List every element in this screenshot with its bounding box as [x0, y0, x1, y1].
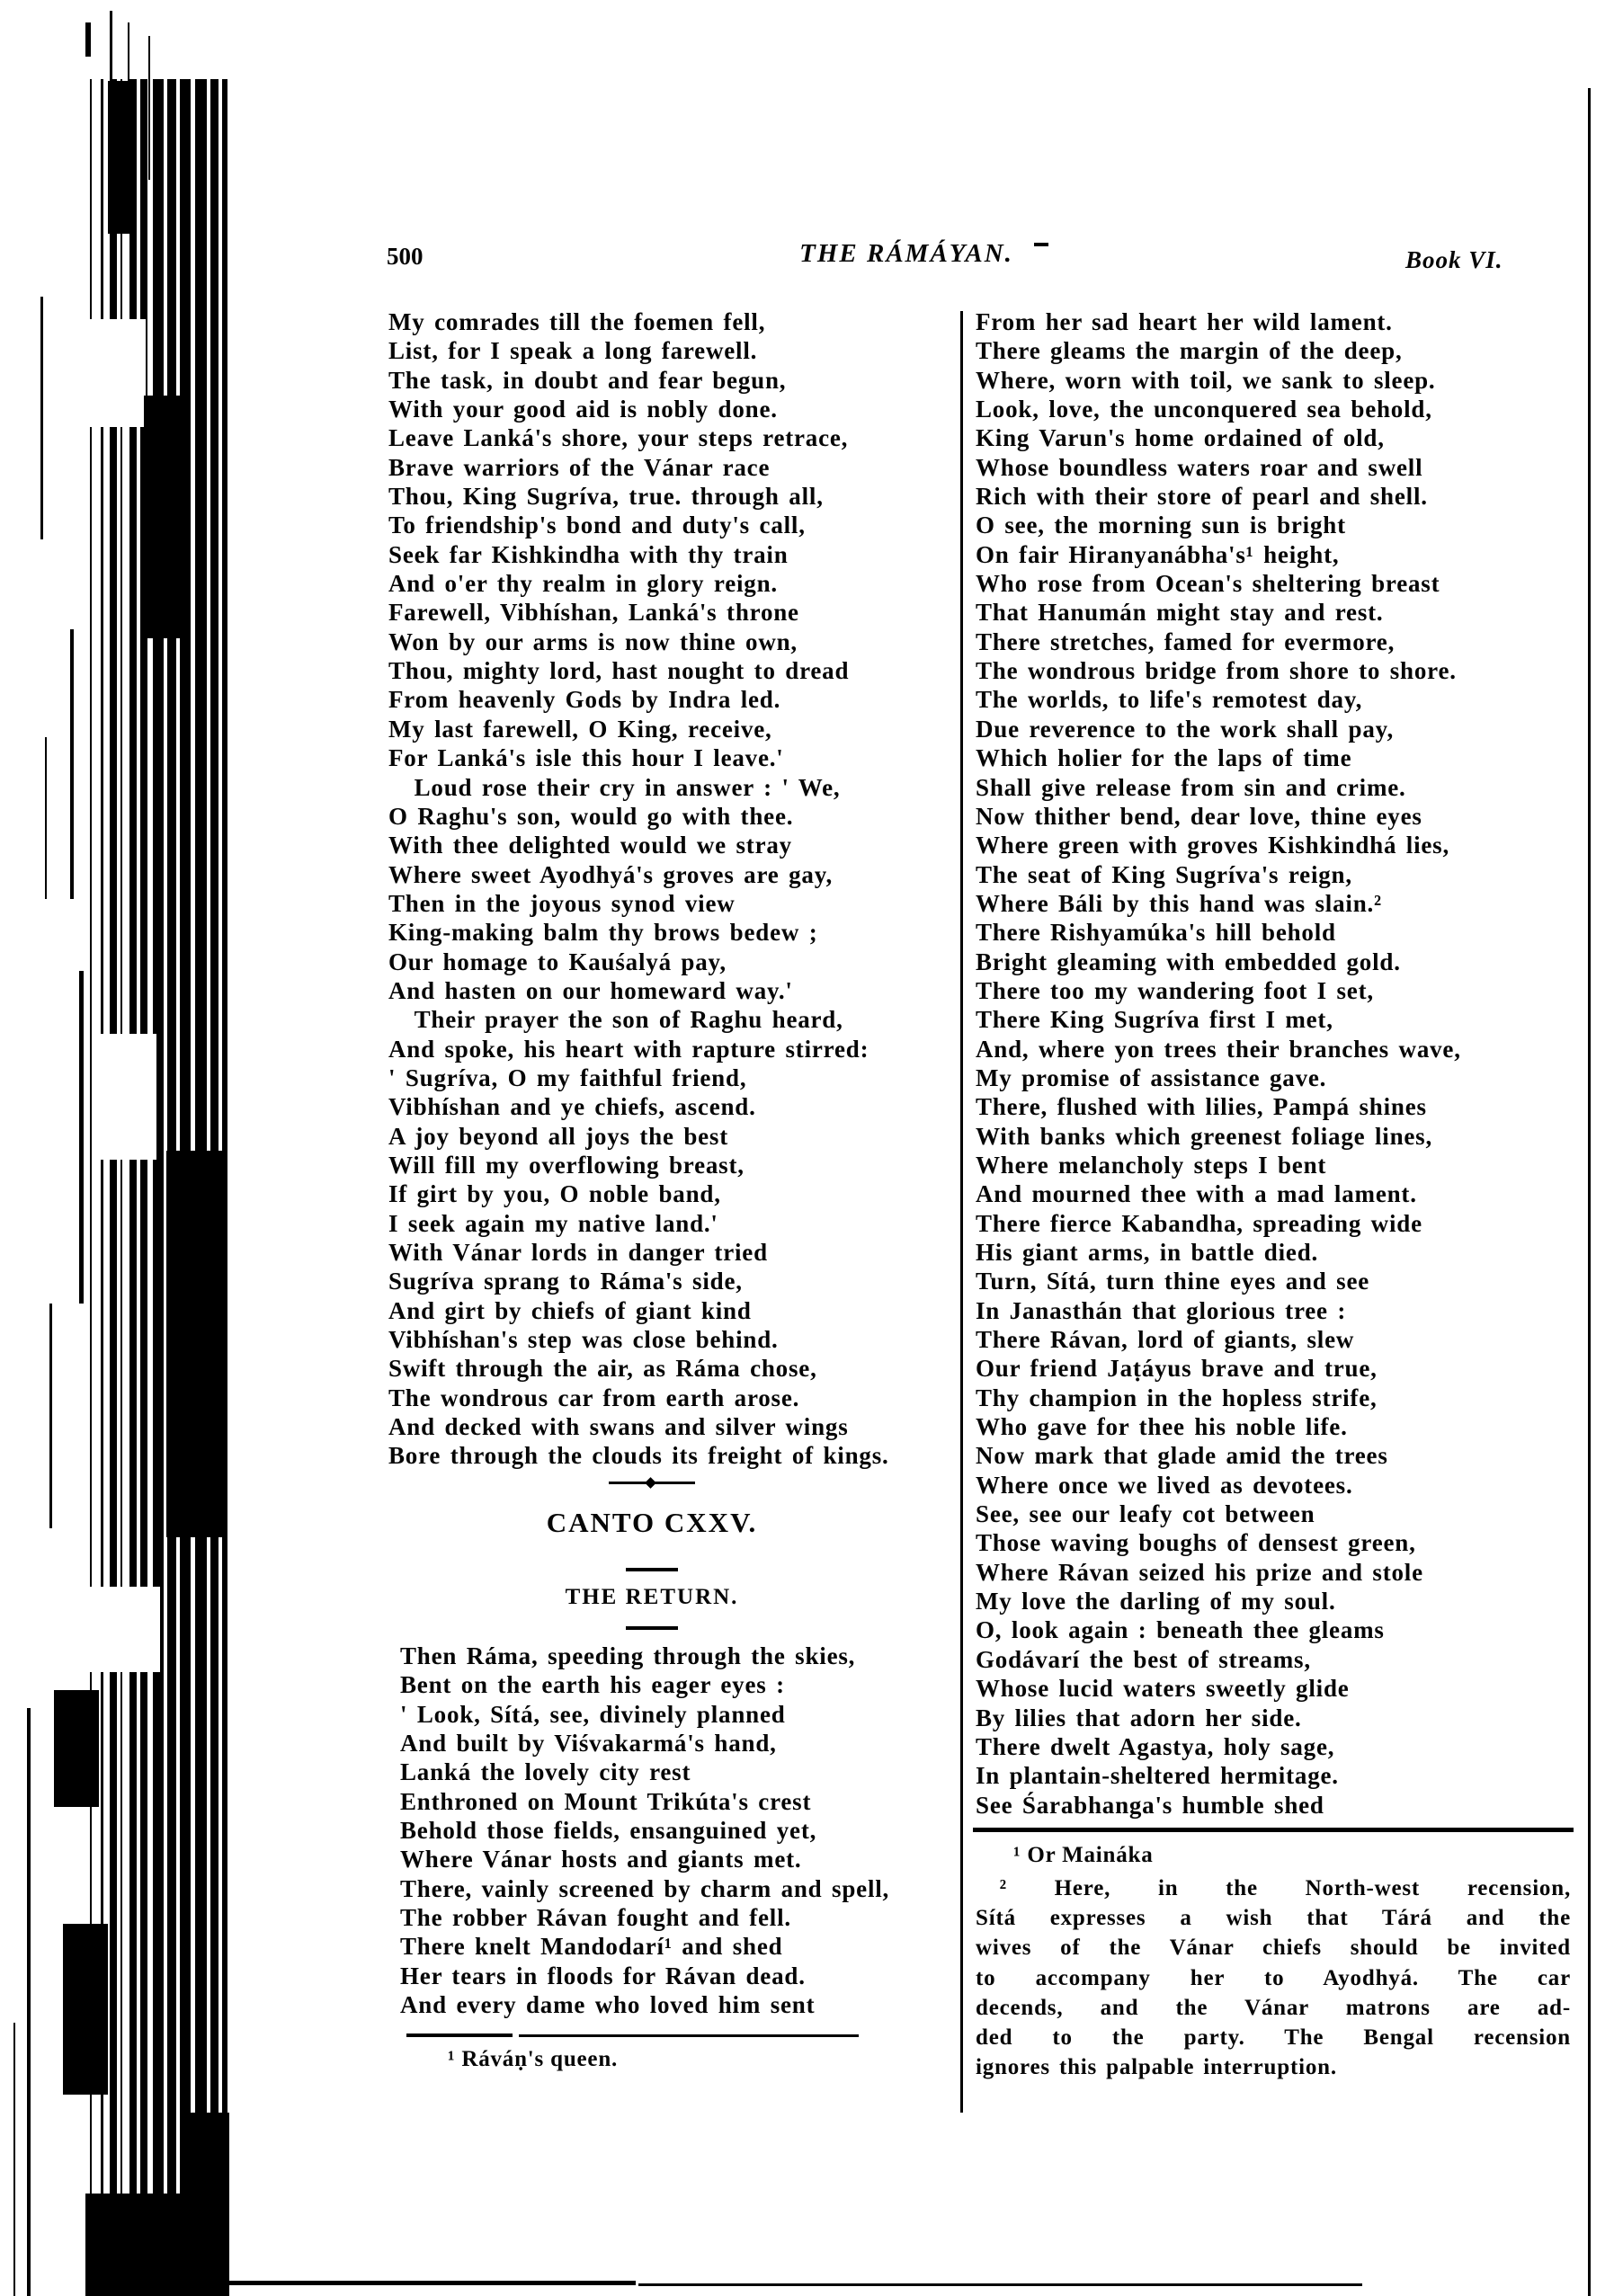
footnote-recension [976, 1873, 1571, 2082]
verse-line: Vibhíshan and ye chiefs, ascend. [388, 1093, 756, 1121]
running-title: THE RÁMÁYAN. [799, 239, 1013, 268]
footnote-line: ded to the party. The Bengal recension [976, 2025, 1571, 2051]
verse-line: Who gave for thee his noble life. [976, 1413, 1348, 1441]
verse-line: Where Vánar hosts and giants met. [400, 1846, 802, 1873]
verse-line: Now mark that glade amid the trees [976, 1442, 1388, 1470]
verse-line: The seat of King Sugríva's reign, [976, 860, 1352, 888]
footnote-line: wives of the Vánar chiefs should be invited [976, 1936, 1571, 1961]
verse-line: And hasten on our homeward way.' [388, 976, 793, 1004]
verse-line: Where once we lived as devotees. [976, 1471, 1353, 1499]
verse-line: That Hanumán might stay and rest. [976, 599, 1384, 627]
verse-line: And decked with swans and silver wings [388, 1413, 849, 1441]
verse-line: There dwelt Agastya, holy sage, [976, 1732, 1335, 1760]
verse-line: And o'er thy realm in glory reign. [388, 570, 778, 598]
verse-line: From heavenly Gods by Indra led. [388, 686, 781, 714]
verse-line: O Raghu's son, would go with thee. [388, 802, 794, 830]
scan-streak [40, 297, 43, 539]
verse-line: Godávarí the best of streams, [976, 1645, 1311, 1673]
verse-line: There King Sugríva first I met, [976, 1006, 1333, 1034]
verse-line: There too my wandering foot I set, [976, 976, 1374, 1004]
verse-line: Thou, mighty lord, hast nought to dread [388, 657, 850, 685]
verse-line: There Rávan, lord of giants, slew [976, 1326, 1355, 1354]
verse-line: Brave warriors of the Vánar race [388, 453, 771, 481]
verse-line: Which holier for the laps of time [976, 744, 1352, 772]
scan-streak [70, 629, 74, 899]
verse-line: Those waving boughs of densest green, [976, 1529, 1416, 1557]
verse-line: And built by Viśvakarmá's hand, [400, 1730, 777, 1758]
verse-line: In Janasthán that glorious tree : [976, 1296, 1347, 1324]
verse-line: In plantain-sheltered hermitage. [976, 1762, 1339, 1790]
verse-line: There stretches, famed for evermore, [976, 627, 1396, 655]
canto-rule [364, 1626, 940, 1630]
scan-ink-block [63, 1924, 108, 2095]
verse-line: Whose boundless waters roar and swell [976, 453, 1423, 481]
verse-line: Where, worn with toil, we sank to sleep. [976, 366, 1436, 394]
verse-line: Swift through the air, as Ráma chose, [388, 1355, 817, 1383]
footnote-ravans-queen: ¹ Ráváṇ's queen. [448, 2047, 619, 2071]
bottom-rule [210, 2281, 636, 2285]
verse-line: Then in the joyous synod view [388, 889, 736, 917]
scan-ink-block [144, 396, 184, 638]
verse-line: Behold those fields, ensanguined yet, [400, 1817, 817, 1845]
verse-line: Our homage to Kauśalyá pay, [388, 948, 727, 975]
verse-line: Turn, Sítá, turn thine eyes and see [976, 1268, 1370, 1295]
verse-line: King-making balm thy brows bedew ; [388, 919, 818, 947]
verse-line: Bent on the earth his eager eyes : [400, 1671, 785, 1699]
verse-line: Her tears in floods for Rávan dead. [400, 1962, 806, 1989]
verse-line: Vibhíshan's step was close behind. [388, 1326, 779, 1354]
footnote-line: ignores this palpable interruption. [976, 2055, 1337, 2080]
verse-line: Due reverence to the work shall pay, [976, 715, 1395, 743]
left-column [388, 307, 968, 1471]
verse-line: Now thither bend, dear love, thine eyes [976, 802, 1422, 830]
footnote-line: to accompany her to Ayodhyá. The car [976, 1965, 1571, 1990]
verse-line: There, flushed with lilies, Pampá shines [976, 1093, 1427, 1121]
verse-line: There knelt Mandodarí¹ and shed [400, 1933, 783, 1961]
scan-white-gap [90, 1587, 160, 1672]
book-label: Book VI. [1405, 246, 1503, 273]
scan-white-gap [90, 319, 146, 427]
verse-line: Won by our arms is now thine own, [388, 627, 798, 655]
canto-rule [364, 1568, 940, 1571]
scan-streak [49, 1304, 52, 1528]
verse-line: And every dame who loved him sent [400, 1991, 816, 2019]
verse-line: And, where yon trees their branches wave, [976, 1035, 1461, 1063]
verse-line: Shall give release from sin and crime. [976, 773, 1406, 801]
verse-line: Their prayer the son of Raghu heard, [388, 1006, 843, 1034]
section-divider [364, 1482, 940, 1484]
verse-line: My comrades till the foemen fell, [388, 308, 766, 335]
scan-streak [13, 2023, 15, 2296]
scan-mark [148, 36, 150, 180]
footnote-mainaka: ¹ Or Maináka [1013, 1843, 1154, 1867]
verse-line: I seek again my native land.' [388, 1209, 718, 1237]
verse-line: On fair Hiranyanábha's¹ height, [976, 540, 1340, 568]
verse-line: Rich with their store of pearl and shell. [976, 483, 1428, 511]
verse-line: My last farewell, O King, receive, [388, 715, 772, 743]
verse-line: By lilies that adorn her side. [976, 1704, 1302, 1731]
scan-ink-block [54, 1690, 99, 1807]
scan-streak [45, 737, 47, 899]
scan-ink-block [85, 2194, 229, 2296]
bottom-rule [638, 2283, 1362, 2286]
verse-line: Enthroned on Mount Trikúta's crest [400, 1787, 812, 1815]
scan-streak [27, 1708, 31, 2296]
verse-line: There, vainly screened by charm and spell, [400, 1874, 890, 1902]
scan-streak [79, 971, 84, 1304]
verse-line: Where sweet Ayodhyá's groves are gay, [388, 860, 834, 888]
verse-line: Thou, King Sugríva, true. through all, [388, 483, 824, 511]
verse-line: The robber Rávan fought and fell. [400, 1904, 791, 1932]
verse-line: Where Rávan seized his prize and stole [976, 1558, 1423, 1586]
verse-line: If girt by you, O noble band, [388, 1180, 721, 1208]
verse-line: To friendship's bond and duty's call, [388, 512, 806, 539]
verse-line: A joy beyond all joys the best [388, 1122, 729, 1150]
verse-line: Lanká the lovely city rest [400, 1758, 691, 1786]
scan-ink-block [108, 81, 135, 234]
verse-line: There fierce Kabandha, spreading wide [976, 1209, 1422, 1237]
verse-line: Where melancholy steps I bent [976, 1151, 1327, 1179]
verse-line: The task, in doubt and fear begun, [388, 366, 787, 394]
verse-line: Where green with groves Kishkindhá lies, [976, 832, 1450, 859]
verse-line: Farewell, Vibhíshan, Lanká's throne [388, 599, 799, 627]
verse-line: Whose lucid waters sweetly glide [976, 1675, 1350, 1703]
scan-white-gap [94, 1034, 156, 1160]
verse-line: With your good aid is nobly done. [388, 396, 778, 423]
verse-line: O see, the morning sun is bright [976, 512, 1346, 539]
verse-line: The wondrous bridge from shore to shore. [976, 657, 1457, 685]
verse-line: See Śarabhanga's humble shed [976, 1791, 1324, 1819]
footnote-rule [973, 1828, 1574, 1832]
verse-line: From her sad heart her wild lament. [976, 308, 1393, 335]
verse-line: Thy champion in the hopless strife, [976, 1384, 1378, 1411]
verse-line: And mourned thee with a mad lament. [976, 1180, 1417, 1208]
page-number: 500 [387, 243, 424, 270]
verse-line: Sugríva sprang to Ráma's side, [388, 1268, 743, 1295]
verse-line: Who rose from Ocean's sheltering breast [976, 570, 1440, 598]
verse-line: Loud rose their cry in answer : ' We, [388, 773, 841, 801]
verse-line: My promise of assistance gave. [976, 1063, 1327, 1091]
canto-heading: CANTO CXXV. [546, 1507, 758, 1538]
verse-line: Bore through the clouds its freight of kings. [388, 1442, 889, 1470]
verse-line: List, for I speak a long farewell. [388, 337, 758, 365]
verse-line: There Rishyamúka's hill behold [976, 919, 1336, 947]
verse-line: And spoke, his heart with rapture stirred: [388, 1035, 869, 1063]
footnote-rule [519, 2034, 859, 2037]
verse-line: Where Báli by this hand was slain.² [976, 889, 1382, 917]
verse-line: With thee delighted would we stray [388, 832, 792, 859]
canto-subtitle: THE RETURN. [565, 1585, 739, 1609]
scan-ink-block [166, 1151, 226, 1537]
verse-line: Leave Lanká's shore, your steps retrace, [388, 424, 849, 452]
footnote-line: Sítá expresses a wish that Tárá and the [976, 1906, 1571, 1931]
verse-line: Our friend Jaṭáyus brave and true, [976, 1355, 1378, 1383]
canto-verse [400, 1642, 976, 2019]
footnote-rule [406, 2033, 513, 2037]
scan-mark [128, 22, 129, 108]
verse-line: O, look again : beneath thee gleams [976, 1616, 1385, 1644]
verse-line: See, see our leafy cot between [976, 1500, 1315, 1528]
scan-mark [110, 11, 112, 83]
verse-line: Then Ráma, speeding through the skies, [400, 1642, 856, 1669]
verse-line: ' Sugríva, O my faithful friend, [388, 1063, 747, 1091]
right-column [976, 307, 1574, 1820]
scan-mark [85, 22, 91, 57]
page-edge-line [1588, 88, 1591, 2296]
verse-line: Will fill my overflowing breast, [388, 1151, 745, 1179]
footnote-line: ² Here, in the North-west recension, [976, 1876, 1571, 1900]
footnote-line: decends, and the Vánar matrons are ad- [976, 1995, 1571, 2020]
verse-line: With Vánar lords in danger tried [388, 1239, 768, 1266]
verse-line: Seek far Kishkindha with thy train [388, 540, 789, 568]
verse-line: His giant arms, in battle died. [976, 1239, 1319, 1266]
verse-line: For Lanká's isle this hour I leave.' [388, 744, 784, 772]
verse-line: There gleams the margin of the deep, [976, 337, 1403, 365]
verse-line: Bright gleaming with embedded gold. [976, 948, 1401, 975]
verse-line: ' Look, Sítá, see, divinely planned [400, 1700, 786, 1728]
verse-line: And girt by chiefs of giant kind [388, 1296, 752, 1324]
verse-line: Look, love, the unconquered sea behold, [976, 396, 1432, 423]
verse-line: The wondrous car from earth arose. [388, 1384, 800, 1411]
verse-line: The worlds, to life's remotest day, [976, 686, 1363, 714]
verse-line: With banks which greenest foliage lines, [976, 1122, 1433, 1150]
verse-line: My love the darling of my soul. [976, 1588, 1336, 1615]
verse-line: King Varun's home ordained of old, [976, 424, 1385, 452]
